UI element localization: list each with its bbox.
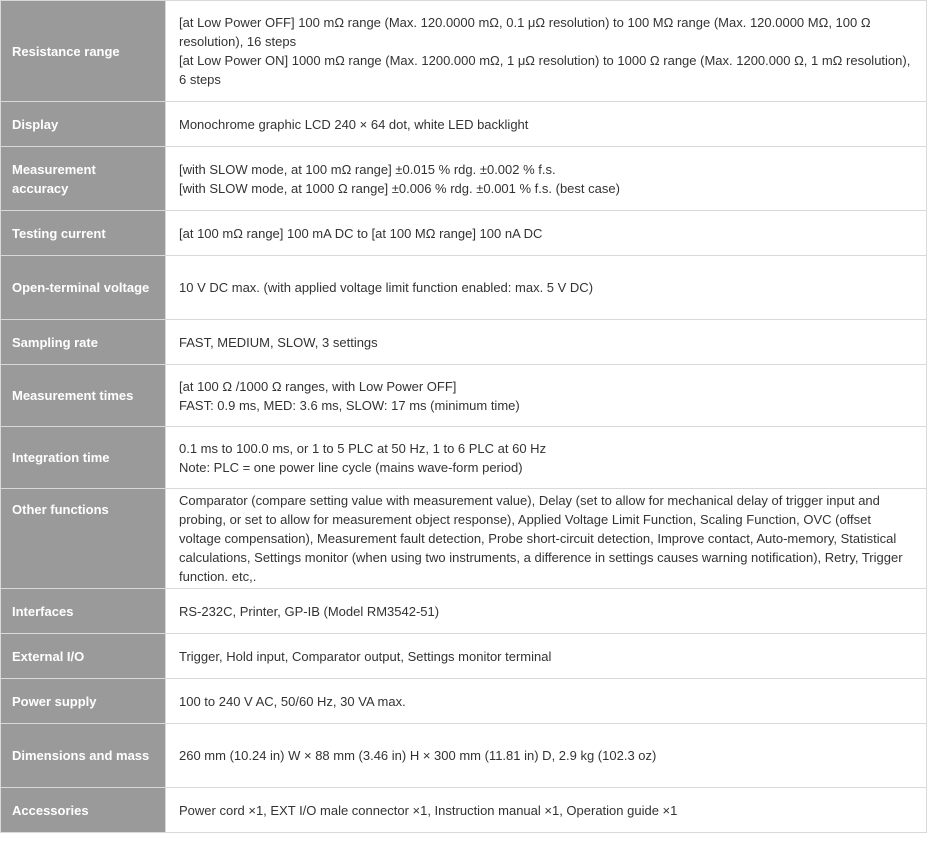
spec-value [166,589,927,634]
spec-row-accessories [1,788,927,833]
spec-row-dimensions-and-mass [1,724,927,788]
spec-row-integration-time [1,427,927,489]
spec-value [166,724,927,788]
spec-value [166,788,927,833]
spec-value-line: FAST: 0.9 ms, MED: 3.6 ms, SLOW: 17 ms (minimum time) [179,397,520,413]
spec-value-line: Note: PLC = one power line cycle (mains wave-form period) [179,459,523,475]
spec-value-line: [at 100 Ω /1000 Ω ranges, with Low Power OFF] [179,378,457,394]
spec-label: Open-terminal voltage [1,256,166,320]
spec-value [166,102,927,147]
spec-label: Dimensions and mass [1,724,166,788]
spec-label: Integration time [1,427,166,489]
spec-value-line: FAST, MEDIUM, SLOW, 3 settings [179,334,378,350]
spec-row-open-terminal-voltage [1,256,927,320]
spec-row-measurement-times [1,365,927,427]
spec-value-line: 260 mm (10.24 in) W × 88 mm (3.46 in) H × 300 mm (11.81 in) D, 2.9 kg (102.3 oz) [179,748,657,763]
spec-value-line: [with SLOW mode, at 100 mΩ range] ±0.015 % rdg. ±0.002 % f.s. [179,161,556,177]
spec-value [166,211,927,256]
spec-row-interfaces [1,589,927,634]
spec-label: Testing current [1,211,166,256]
spec-label: Resistance range [1,1,166,102]
spec-label: Accessories [1,788,166,833]
spec-value-line: RS-232C, Printer, GP-IB (Model RM3542-51) [179,603,440,619]
spec-row-testing-current [1,211,927,256]
spec-value-line: 0.1 ms to 100.0 ms, or 1 to 5 PLC at 50 Hz, 1 to 6 PLC at 60 Hz [179,440,547,456]
spec-row-other-functions [1,489,927,589]
spec-row-resistance-range [1,1,927,102]
spec-label: Interfaces [1,589,166,634]
spec-value-line: Monochrome graphic LCD 240 × 64 dot, white LED backlight [179,116,529,132]
spec-value [166,1,927,102]
spec-value [166,679,927,724]
spec-value-line: Power cord ×1, EXT I/O male connector ×1, Instruction manual ×1, Operation guide ×1 [179,802,678,818]
spec-row-display [1,102,927,147]
spec-label: External I/O [1,634,166,679]
spec-value [166,427,927,489]
spec-label: Measurement accuracy [1,147,166,211]
spec-value-line: 10 V DC max. (with applied voltage limit function enabled: max. 5 V DC) [179,280,594,295]
spec-value [166,489,927,589]
spec-value-line: [with SLOW mode, at 1000 Ω range] ±0.006 % rdg. ±0.001 % f.s. (best case) [179,180,620,196]
spec-row-external-io [1,634,927,679]
spec-label: Display [1,102,166,147]
spec-label: Power supply [1,679,166,724]
spec-value [166,147,927,211]
spec-row-sampling-rate [1,320,927,365]
spec-label: Other functions [1,489,166,589]
spec-value-line: [at Low Power ON] 1000 mΩ range (Max. 1200.000 mΩ, 1 μΩ resolution) to 1000 Ω range (Max. 1200.000 Ω, 1 mΩ resolution), 6 steps [179,53,911,87]
spec-value [166,320,927,365]
spec-value-line: [at 100 mΩ range] 100 mA DC to [at 100 MΩ range] 100 nA DC [179,225,543,241]
spec-value-line: Comparator (compare setting value with measurement value), Delay (set to allow for mechanical delay of trigger input and probing, or set to allow for measurement object response), Applied Voltage Limit Function, Scaling Function, OVC (offset voltage compensation), Measurement fault detection, Probe short-circuit detection, Improve contact, Auto-memory, Statistical calculations, Settings monitor (when using two instruments, a difference in settings causes warning notification), Retry, Trigger function. etc,. [179,493,903,584]
spec-value-line: [at Low Power OFF] 100 mΩ range (Max. 120.0000 mΩ, 0.1 μΩ resolution) to 100 MΩ range (Max. 120.0000 MΩ, 100 Ω resolution), 16 steps [179,15,871,49]
spec-label: Sampling rate [1,320,166,365]
spec-row-measurement-accuracy [1,147,927,211]
spec-value-line: 100 to 240 V AC, 50/60 Hz, 30 VA max. [179,693,406,709]
spec-value [166,634,927,679]
spec-row-power-supply [1,679,927,724]
spec-value [166,256,927,320]
spec-label: Measurement times [1,365,166,427]
spec-value-line: Trigger, Hold input, Comparator output, Settings monitor terminal [179,648,552,664]
spec-value [166,365,927,427]
